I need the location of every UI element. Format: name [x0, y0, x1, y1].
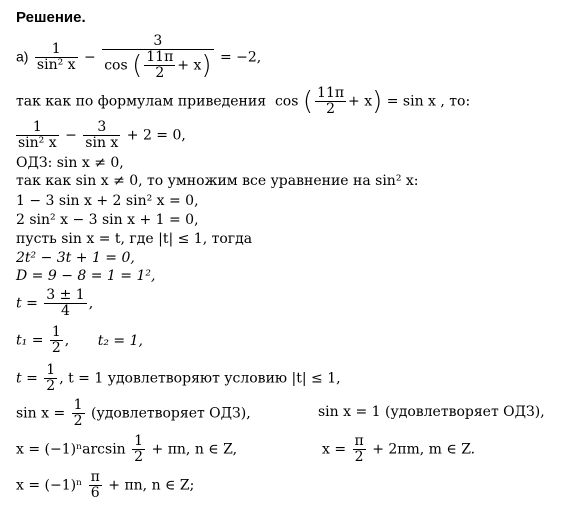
fraction — [83, 120, 120, 151]
quadratic-line: 2t² − 3t + 1 = 0, — [16, 250, 135, 266]
roots-check — [16, 363, 341, 394]
multiply-line: так как sin x ≠ 0, то умножим все уравнение на sin² x: — [16, 173, 419, 189]
numerator: 1 — [73, 397, 83, 413]
check-text: , t = 1 удовлетворяют условию |t| ≤ 1, — [59, 370, 341, 387]
solution-case-a — [16, 398, 251, 429]
text: так как по формулам приведения — [16, 93, 267, 110]
fraction — [35, 42, 78, 73]
comma: , — [64, 332, 70, 349]
denominator: sin² x — [36, 57, 76, 73]
t1-label: t₁ = — [16, 332, 44, 349]
numerator: π — [354, 433, 364, 449]
denominator: sin x — [85, 135, 119, 151]
paren-open: ( — [302, 86, 314, 117]
roots-formula — [16, 288, 93, 319]
numerator: 1 — [46, 362, 56, 378]
denominator: 6 — [89, 485, 102, 501]
equation-reduced — [16, 120, 186, 151]
cos-text: cos — [274, 93, 299, 110]
lhs: x = — [322, 441, 347, 458]
general-solution-b — [322, 434, 475, 465]
numerator: π — [90, 469, 100, 485]
denominator: 2 — [51, 340, 61, 356]
equation-original — [16, 34, 261, 81]
reduction-line — [16, 86, 470, 117]
fraction — [315, 86, 346, 117]
minus-sign: − — [65, 127, 77, 144]
part-label: а) — [16, 48, 29, 65]
discriminant-line: D = 9 − 8 = 1 = 1², — [16, 268, 156, 284]
roots-values — [16, 325, 143, 356]
lhs: t = — [16, 295, 38, 312]
expr-text: + πn, n ∈ Z, — [151, 441, 238, 458]
fraction — [144, 50, 175, 81]
cos-text: cos — [104, 57, 128, 74]
fraction — [44, 363, 57, 394]
paren-open: ( — [132, 50, 143, 81]
fraction — [102, 34, 213, 81]
lhs: x = (−1)ⁿarcsin — [16, 441, 126, 458]
denominator: 2 — [73, 413, 83, 429]
expr-text: + x — [177, 57, 202, 74]
minus-sign: − — [84, 49, 96, 66]
general-solution-c — [16, 470, 194, 501]
expr-text: + 2πm, m ∈ Z. — [372, 441, 476, 458]
solution-case-b: sin x = 1 (удовлетворяет ОДЗ), — [318, 404, 545, 420]
equation-line: 1 − 3 sin x + 2 sin² x = 0, — [16, 193, 199, 209]
numerator: 1 — [51, 324, 61, 340]
denominator: 2 — [46, 378, 56, 394]
fraction — [353, 434, 366, 465]
expr-text: + πn, n ∈ Z; — [108, 477, 195, 494]
expr-text: + x — [348, 93, 373, 110]
numerator: 1 — [32, 119, 42, 135]
numerator: 11π — [317, 85, 345, 101]
substitution-line: пусть sin x = t, где |t| ≤ 1, тогда — [16, 231, 253, 247]
denominator: 2 — [144, 65, 175, 81]
odz-line: ОДЗ: sin x ≠ 0, — [16, 155, 124, 171]
numerator: 3 — [153, 33, 163, 49]
lhs: sin x = — [16, 405, 66, 422]
denominator: 2 — [315, 101, 346, 117]
solution-title: Решение. — [16, 9, 86, 26]
denominator: 2 — [134, 449, 144, 465]
fraction — [89, 470, 102, 501]
text: = sin x , то: — [386, 93, 471, 110]
paren-close: ) — [372, 86, 383, 117]
lhs: t = — [16, 370, 38, 387]
paren-close: ) — [201, 50, 212, 81]
denominator: sin² x — [18, 135, 57, 151]
equation-line: 2 sin² x − 3 sin x + 1 = 0, — [16, 212, 199, 228]
fraction — [72, 398, 85, 429]
denominator: 2 — [353, 449, 366, 465]
numerator: 3 ± 1 — [46, 287, 85, 303]
numerator: 11π — [146, 49, 174, 65]
numerator: 3 — [97, 119, 107, 135]
odz-note: (удовлетворяет ОДЗ), — [91, 405, 251, 422]
t2-value: t₂ = 1, — [97, 332, 143, 349]
fraction — [44, 288, 86, 319]
fraction — [16, 120, 59, 151]
fraction — [132, 434, 145, 465]
rhs: = −2, — [219, 49, 262, 66]
comma: , — [88, 295, 94, 312]
numerator: 1 — [134, 433, 144, 449]
general-solution-a — [16, 434, 237, 465]
expr-text: + 2 = 0, — [126, 127, 186, 144]
denominator: 4 — [44, 303, 86, 319]
fraction — [50, 325, 63, 356]
lhs: x = (−1)ⁿ — [16, 477, 83, 494]
denominator — [102, 49, 213, 81]
numerator: 1 — [51, 41, 61, 57]
